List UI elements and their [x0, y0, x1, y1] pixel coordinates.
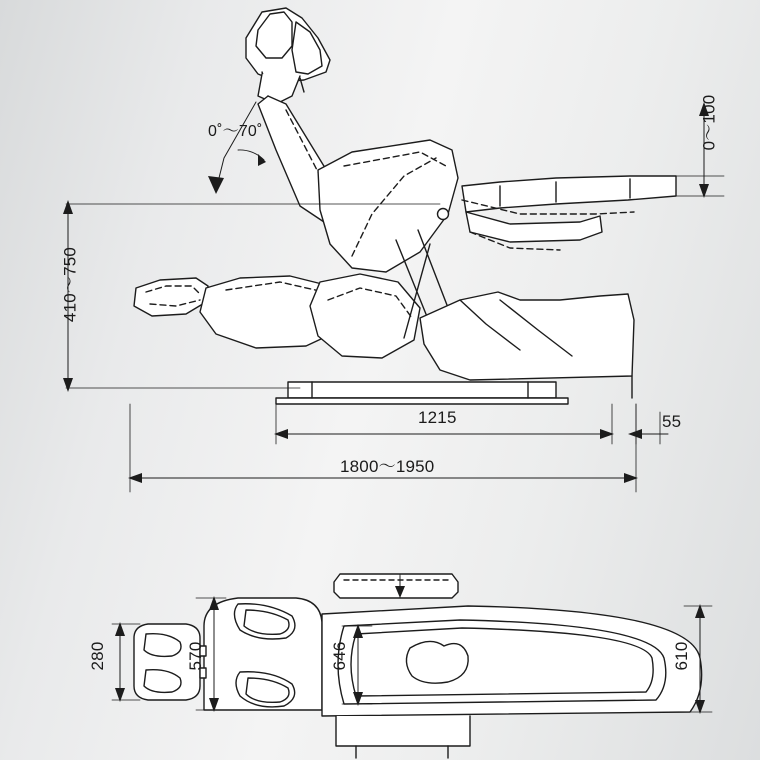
- label-overall-length: 1800〜1950: [340, 457, 435, 476]
- label-headrest-width: 570: [186, 641, 205, 671]
- top-plan-view: [0, 540, 760, 760]
- label-overall-width: 610: [672, 641, 691, 671]
- label-seat-height: 410〜750: [60, 246, 80, 323]
- label-base-length: 1215: [418, 408, 457, 427]
- label-seat-inner-width: 646: [330, 641, 349, 671]
- label-headrest-travel: 0〜100: [699, 94, 719, 151]
- label-angle-range: 0˚〜70˚: [208, 123, 263, 140]
- label-armrest-width: 280: [88, 641, 107, 671]
- label-rear-offset: 55: [662, 412, 682, 431]
